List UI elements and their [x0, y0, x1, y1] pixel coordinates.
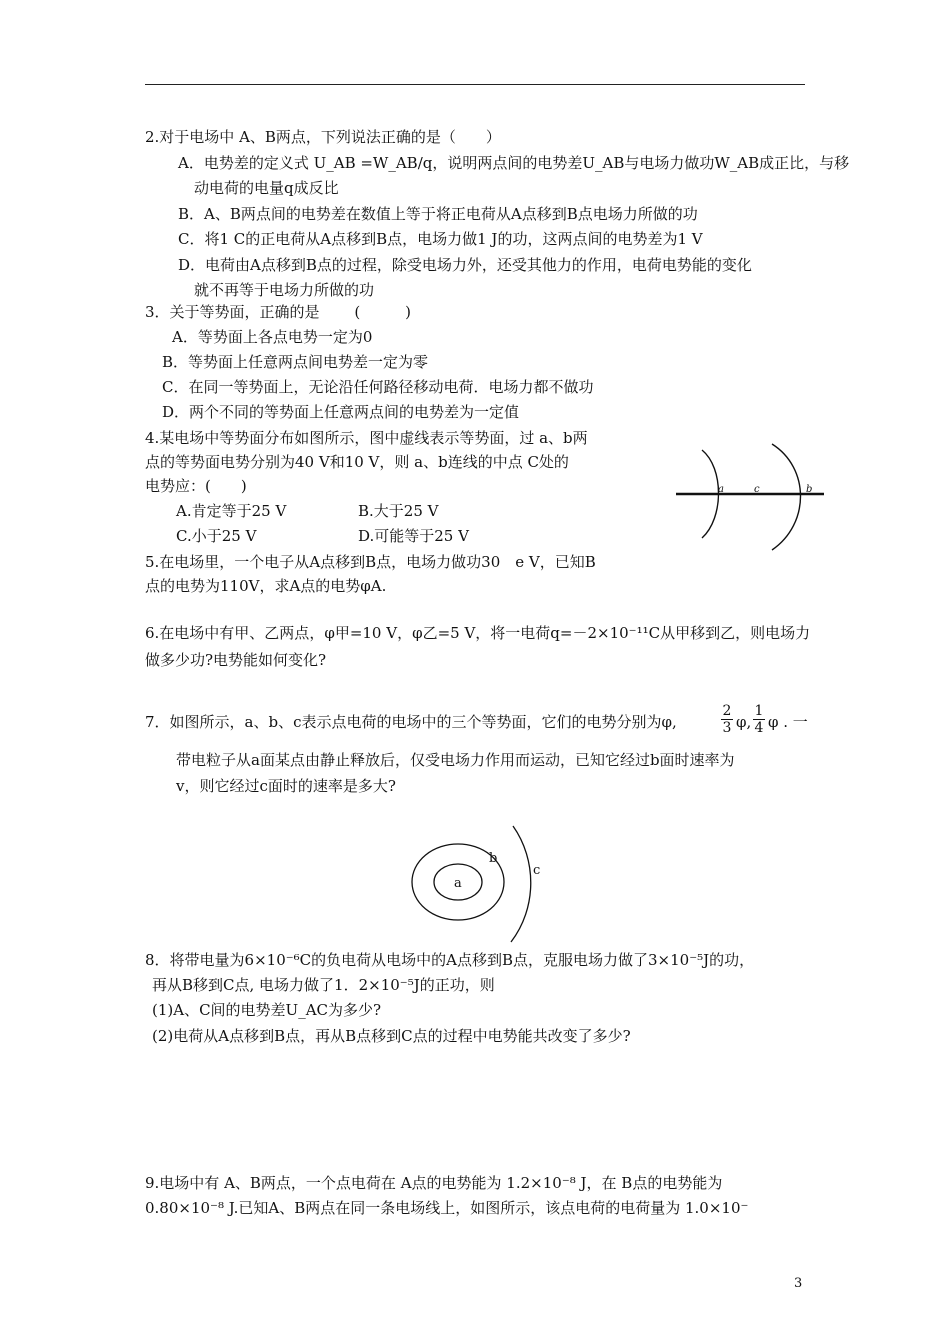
q4-fig-label-c: c: [754, 484, 760, 495]
q4-option-b: B.大于25 V: [358, 502, 439, 520]
q6-line1: 6.在电场中有甲、乙两点，φ甲=10 V，φ乙=5 V，将一电荷q=－2×10⁻¹¹C从甲移到乙，则电场力: [145, 624, 811, 642]
q3-option-c: C．在同一等势面上，无论沿任何路径移动电荷．电场力都不做功: [162, 378, 594, 396]
q5-line2: 点的电势为110V，求A点的电势φA.: [145, 577, 387, 595]
q7-line1: 7．如图所示，a、b、c表示点电荷的电场中的三个等势面，它们的电势分别为φ,: [145, 713, 677, 731]
q7-frac1-num: 2: [722, 703, 732, 719]
q7-fraction-one-quarter: [752, 703, 766, 736]
q4-fig-label-b: b: [806, 484, 813, 495]
q9-line1: 9.电场中有 A、B两点，一个点电荷在 A点的电势能为 1.2×10⁻⁸ J，在 B点的电势能为: [145, 1174, 723, 1192]
q4-option-a: A.肯定等于25 V: [176, 502, 287, 520]
q2-option-c: C．将1 C的正电荷从A点移到B点，电场力做1 J的功，这两点间的电势差为1 V: [178, 230, 703, 248]
q7-frac2-den: 4: [754, 720, 764, 736]
q4-option-d: D.可能等于25 V: [358, 527, 469, 545]
q4-line2: 点的等势面电势分别为40 V和10 V，则 a、b连线的中点 C处的: [145, 453, 569, 471]
q2-stem: 2.对于电场中 A、B两点，下列说法正确的是（ ）: [145, 128, 501, 146]
header-rule: [145, 84, 805, 85]
q3-option-a: A．等势面上各点电势一定为0: [172, 328, 373, 346]
q7-line1-tail: φ . 一: [768, 713, 808, 731]
page-number: 3: [794, 1276, 803, 1291]
q4-option-c: C.小于25 V: [176, 527, 257, 545]
q7-line3: v，则它经过c面时的速率是多大?: [176, 777, 396, 795]
q5-line1: 5.在电场里，一个电子从A点移到B点，电场力做功30 e V，已知B: [145, 553, 596, 571]
q6-line2: 做多少功?电势能如何变化?: [145, 651, 327, 669]
q7-fig-label-a: a: [454, 876, 462, 891]
q7-fig-label-b: b: [489, 851, 498, 866]
q3-option-d: D．两个不同的等势面上任意两点间的电势差为一定值: [162, 403, 520, 421]
q7-line2: 带电粒子从a面某点由静止释放后，仅受电场力作用而运动，已知它经过b面时速率为: [176, 751, 735, 769]
q9-line2: 0.80×10⁻⁸ J.已知A、B两点在同一条电场线上，如图所示，该点电荷的电荷量为 1.0×10⁻: [145, 1199, 749, 1217]
q2-option-d-line2: 就不再等于电场力所做的功: [194, 281, 375, 299]
q7-frac1-den: 3: [722, 720, 732, 736]
q3-stem: 3．关于等势面，正确的是 ( ): [145, 303, 412, 321]
q4-fig-label-a: a: [718, 484, 724, 495]
q2-option-b: B．A、B两点间的电势差在数值上等于将正电荷从A点移到B点电场力所做的功: [178, 205, 698, 223]
q4-equipotential-figure: [672, 438, 832, 556]
q2-option-a-line1: A．电势差的定义式 U_AB =W_AB/q，说明两点间的电势差U_AB与电场力做功W_AB成正比，与移: [178, 154, 850, 172]
q3-option-b: B．等势面上任意两点间电势差一定为零: [162, 353, 429, 371]
q4-line3: 电势应：( ): [145, 477, 247, 495]
q8-line1: 8．将带电量为6×10⁻⁶C的负电荷从电场中的A点移到B点，克服电场力做了3×10⁻⁵J的功，: [145, 951, 755, 969]
q7-equipotential-figure: [405, 824, 555, 944]
q8-line2: 再从B移到C点, 电场力做了1．2×10⁻⁵J的正功，则: [152, 976, 495, 994]
q2-option-d-line1: D．电荷由A点移到B点的过程，除受电场力外，还受其他力的作用，电荷电势能的变化: [178, 256, 752, 274]
q8-part2: (2)电荷从A点移到B点，再从B点移到C点的过程中电势能共改变了多少?: [152, 1027, 631, 1045]
q4-line1: 4.某电场中等势面分布如图所示，图中虚线表示等势面，过 a、b两: [145, 429, 588, 447]
q2-option-a-line2: 动电荷的电量q成反比: [194, 179, 339, 197]
q8-part1: (1)A、C间的电势差U_AC为多少?: [152, 1001, 382, 1019]
q7-fig-label-c: c: [533, 863, 541, 878]
q7-fraction-two-thirds: [720, 703, 734, 736]
q7-frac2-num: 1: [754, 703, 764, 719]
q7-phi-comma: φ,: [736, 713, 752, 731]
